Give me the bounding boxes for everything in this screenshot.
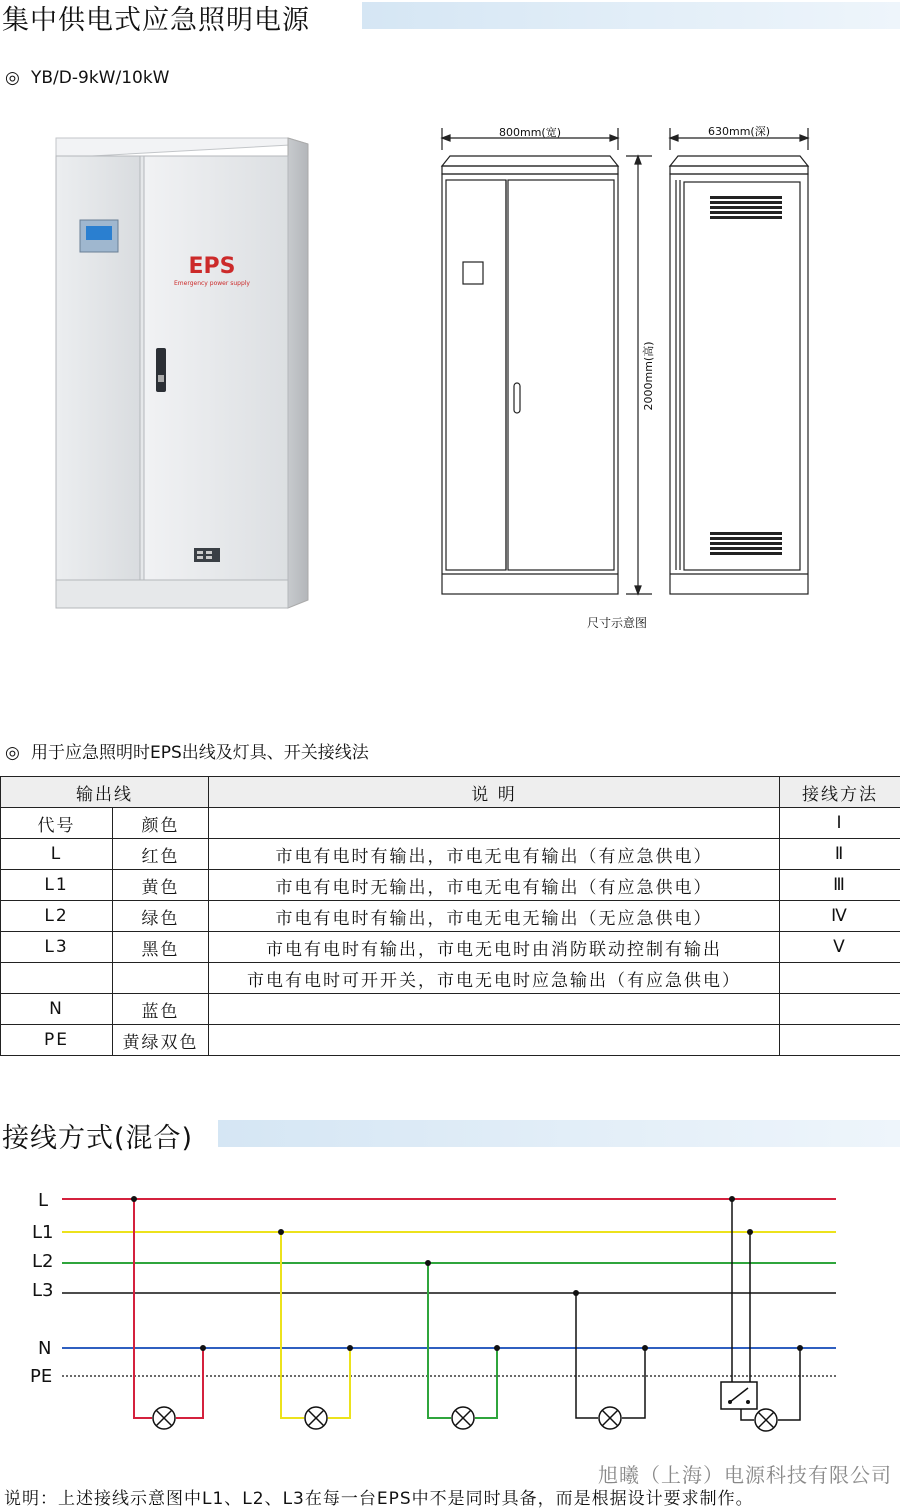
- row-method: Ⅱ: [780, 839, 900, 870]
- row-color: 绿色: [113, 901, 209, 932]
- row-method: Ⅲ: [780, 870, 900, 901]
- subheader-color: 颜色: [113, 808, 209, 839]
- table-row: [1, 901, 900, 932]
- row-code: L3: [1, 932, 113, 963]
- dimension-drawing: [430, 118, 830, 608]
- line-label-l: L: [38, 1190, 48, 1211]
- row-desc: [209, 994, 780, 1025]
- drawing-caption: 尺寸示意图: [587, 614, 647, 631]
- row-code: L1: [1, 870, 113, 901]
- table-row: [1, 932, 900, 963]
- header-desc: 说 明: [209, 777, 780, 808]
- table-row: [1, 870, 900, 901]
- line-label-pe: PE: [30, 1366, 52, 1387]
- row-code: L2: [1, 901, 113, 932]
- subheader-desc: [209, 808, 780, 839]
- table-row: [1, 839, 900, 870]
- table-row: [1, 994, 900, 1025]
- lamp-icon: [153, 1407, 175, 1429]
- row-method: [780, 994, 900, 1025]
- row-desc: 市电有电时可开开关，市电无电时应急输出（有应急供电）: [209, 963, 780, 994]
- circuit-l2: [425, 1260, 500, 1429]
- row-desc: 市电有电时有输出，市电无电时由消防联动控制有输出: [209, 932, 780, 963]
- model-text: YB/D-9kW/10kW: [31, 68, 169, 88]
- cabinet-brand: EPS: [189, 254, 236, 279]
- lamp-icon: [755, 1409, 777, 1431]
- table-row: [1, 1025, 900, 1056]
- row-color: [113, 963, 209, 994]
- table-subheader-row: [1, 808, 900, 839]
- row-code: L: [1, 839, 113, 870]
- mixed-wiring-title: 接线方式(混合): [2, 1116, 193, 1155]
- cabinet-photo: [40, 130, 330, 620]
- footer-note: 说明：上述接线示意图中L1、L2、L3在每一台EPS中不是同时具备，而是根据设计要求制作。: [4, 1484, 754, 1509]
- bullet-icon: ◎: [5, 743, 31, 763]
- row-method: Ⅴ: [780, 932, 900, 963]
- row-desc: 市电有电时无输出，市电无电有输出（有应急供电）: [209, 870, 780, 901]
- model-line: [5, 68, 169, 88]
- circuit-l: [131, 1196, 206, 1429]
- title-band: [218, 1120, 900, 1147]
- subheader-method: Ⅰ: [780, 808, 900, 839]
- row-color: 黄色: [113, 870, 209, 901]
- row-method: [780, 1025, 900, 1056]
- line-label-n: N: [38, 1338, 51, 1359]
- depth-label: 630mm(深): [708, 125, 770, 138]
- lamp-icon: [305, 1407, 327, 1429]
- row-color: 黑色: [113, 932, 209, 963]
- circuit-l1: [278, 1229, 353, 1429]
- row-code: N: [1, 994, 113, 1025]
- wiring-section-line: [5, 738, 369, 763]
- row-method: [780, 963, 900, 994]
- wiring-schematic: [0, 1180, 900, 1450]
- row-code: PE: [1, 1025, 113, 1056]
- row-desc: 市电有电时有输出，市电无电有输出（有应急供电）: [209, 839, 780, 870]
- switch-icon: [721, 1382, 757, 1409]
- header-method: 接线方法: [780, 777, 900, 808]
- row-desc: [209, 1025, 780, 1056]
- line-label-l3: L3: [32, 1280, 53, 1301]
- row-desc: 市电有电时有输出，市电无电无输出（无应急供电）: [209, 901, 780, 932]
- title-band: [362, 2, 900, 29]
- header-output: 输出线: [1, 777, 209, 808]
- height-label: 2000mm(高): [641, 341, 655, 410]
- wiring-table: [0, 776, 900, 1056]
- row-code: [1, 963, 113, 994]
- section-title-bar: [0, 1118, 900, 1150]
- line-label-l1: L1: [32, 1222, 53, 1243]
- lamp-icon: [452, 1407, 474, 1429]
- table-row: [1, 963, 900, 994]
- section-title-bar: [0, 0, 900, 32]
- row-color: 红色: [113, 839, 209, 870]
- row-color: 蓝色: [113, 994, 209, 1025]
- line-label-l2: L2: [32, 1251, 53, 1272]
- width-label: 800mm(宽): [499, 126, 561, 139]
- page-title: 集中供电式应急照明电源: [2, 0, 310, 37]
- company-name: 旭曦（上海）电源科技有限公司: [598, 1459, 892, 1488]
- row-method: Ⅳ: [780, 901, 900, 932]
- wiring-section-text: 用于应急照明时EPS出线及灯具、开关接线法: [31, 743, 369, 763]
- table-header-row: [1, 777, 900, 808]
- bullet-icon: ◎: [5, 68, 31, 88]
- cabinet-subtitle: Emergency power supply: [174, 280, 250, 287]
- subheader-code: 代号: [1, 808, 113, 839]
- row-color: 黄绿双色: [113, 1025, 209, 1056]
- lamp-icon: [599, 1407, 621, 1429]
- circuit-l3: [573, 1290, 648, 1429]
